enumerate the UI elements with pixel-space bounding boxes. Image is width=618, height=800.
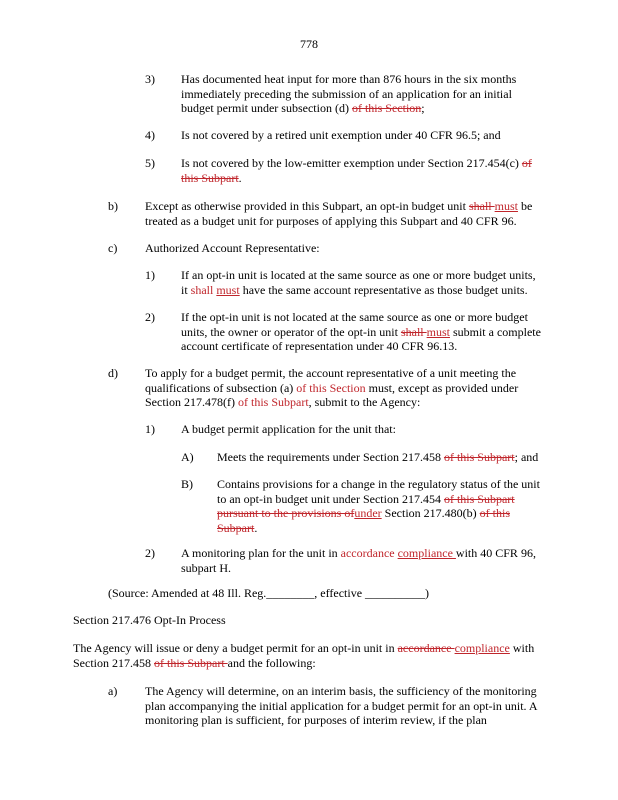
deleted-text: accordance	[397, 641, 455, 655]
section-intro	[73, 641, 543, 670]
paragraph-c1	[181, 268, 541, 297]
item-label: b)	[108, 199, 118, 213]
deleted-text: of this Subpart pursuant to the provisions of	[217, 491, 515, 520]
text-run: have the same account representative as those budget units.	[239, 282, 528, 297]
paragraph-section-a: The Agency will determine, on an interim basis, the sufficiency of the monitoring plan accompanying the initial application for a budget permit for an opt-in unit. A monitoring plan is sufficient, for purposes of interim review, if the plan	[145, 684, 537, 727]
item-label: 1)	[145, 422, 155, 436]
deleted-text: shall	[468, 199, 495, 213]
source-note	[108, 586, 528, 601]
deleted-text: of this Subpart	[154, 655, 228, 670]
item-label: 3)	[145, 72, 155, 86]
text-run: The Agency will issue or deny a budget permit for an opt-in unit in	[73, 641, 398, 655]
text-run: with Section 217.458	[73, 641, 535, 670]
item-label: 1)	[145, 268, 155, 282]
item-label: 2)	[145, 310, 155, 324]
text-run: Has documented heat input for more than 876 hours in the six months immediately preceding the submission of an application for an initial budget permit under subsection (d)	[181, 72, 517, 115]
modified-text: accordance	[340, 546, 395, 560]
section-heading: Section 217.476 Opt-In Process	[73, 613, 226, 627]
text-run: ;	[421, 101, 425, 115]
deleted-text: of this Subpart	[217, 506, 510, 535]
text-run: To apply for a budget permit, the account representative of a unit meeting the qualifications of subsection (a)	[145, 366, 517, 395]
inserted-text: must	[494, 199, 518, 213]
inserted-text: under	[354, 506, 382, 520]
inserted-text: of this Section	[296, 380, 366, 395]
inserted-text: must	[216, 282, 240, 297]
text-run: , submit to the Agency:	[308, 395, 421, 409]
inserted-text: of this Subpart	[237, 395, 309, 409]
paragraph-b	[145, 199, 540, 228]
paragraph-d	[145, 366, 530, 410]
text-run: .	[254, 520, 258, 535]
paragraph-a4: Is not covered by a retired unit exemption under 40 CFR 96.5; and	[181, 128, 501, 142]
item-label: c)	[108, 241, 118, 255]
item-label: d)	[108, 366, 118, 380]
text-run: ; and	[514, 450, 539, 464]
blank-line: ________	[266, 586, 315, 600]
text-run: must, except as provided under Section 217.478(f)	[145, 380, 519, 409]
paragraph-c2	[181, 310, 549, 354]
paragraph-d2	[181, 546, 559, 575]
item-label: 4)	[145, 128, 155, 142]
deleted-text: of this Section	[351, 101, 422, 115]
inserted-text: must	[426, 324, 450, 339]
text-run: A monitoring plan for the unit in	[181, 546, 341, 560]
text-run: and the following:	[227, 655, 316, 670]
deleted-text: shall	[400, 324, 427, 339]
text-run: Section 217.480(b)	[381, 506, 480, 520]
text-run: If the opt-in unit is not located at the same source as one or more budget units, the owner or operator of the opt-in unit	[181, 310, 528, 339]
inserted-text: compliance	[397, 546, 456, 560]
paragraph-a3	[181, 72, 526, 116]
item-label: a)	[108, 684, 118, 698]
text-run: submit a complete account certificate of representation under 40 CFR 96.13.	[181, 324, 541, 353]
text-run: If an opt-in unit is located at the same source as one or more budget units, it	[181, 268, 536, 297]
text-run: with 40 CFR 96, subpart H.	[181, 546, 536, 575]
item-label: A)	[181, 450, 194, 464]
text-run: )	[425, 586, 430, 600]
paragraph-dB	[217, 477, 547, 535]
paragraph-a5	[181, 156, 541, 185]
text-run: Except as otherwise provided in this Subpart, an opt-in budget unit	[145, 199, 469, 213]
paragraph-c: Authorized Account Representative:	[145, 241, 320, 255]
page-number: 778	[300, 37, 318, 51]
deleted-text: of this Subpart	[443, 450, 515, 464]
text-run: (Source: Amended at 48 Ill. Reg.	[108, 586, 267, 600]
blank-line: __________	[365, 586, 426, 600]
text-run: Contains provisions for a change in the regulatory status of the unit to an opt-in budget unit under Section 217.454	[217, 477, 540, 506]
modified-text: shall	[190, 282, 214, 297]
text-run: be treated as a budget unit for purposes of applying this Subpart and 40 CFR 96.	[145, 199, 533, 228]
paragraph-dA	[217, 450, 557, 465]
item-label: B)	[181, 477, 193, 491]
paragraph-d1: A budget permit application for the unit that:	[181, 422, 396, 436]
item-label: 5)	[145, 156, 155, 170]
item-label: 2)	[145, 546, 155, 560]
text-run: , effective	[314, 586, 366, 600]
text-run: Meets the requirements under Section 217.458	[217, 450, 444, 464]
deleted-text: of this Subpart	[181, 156, 532, 185]
text-run: Is not covered by the low-emitter exemption under Section 217.454(c)	[181, 156, 522, 170]
inserted-text: compliance	[454, 641, 510, 655]
text-run: .	[238, 170, 242, 185]
